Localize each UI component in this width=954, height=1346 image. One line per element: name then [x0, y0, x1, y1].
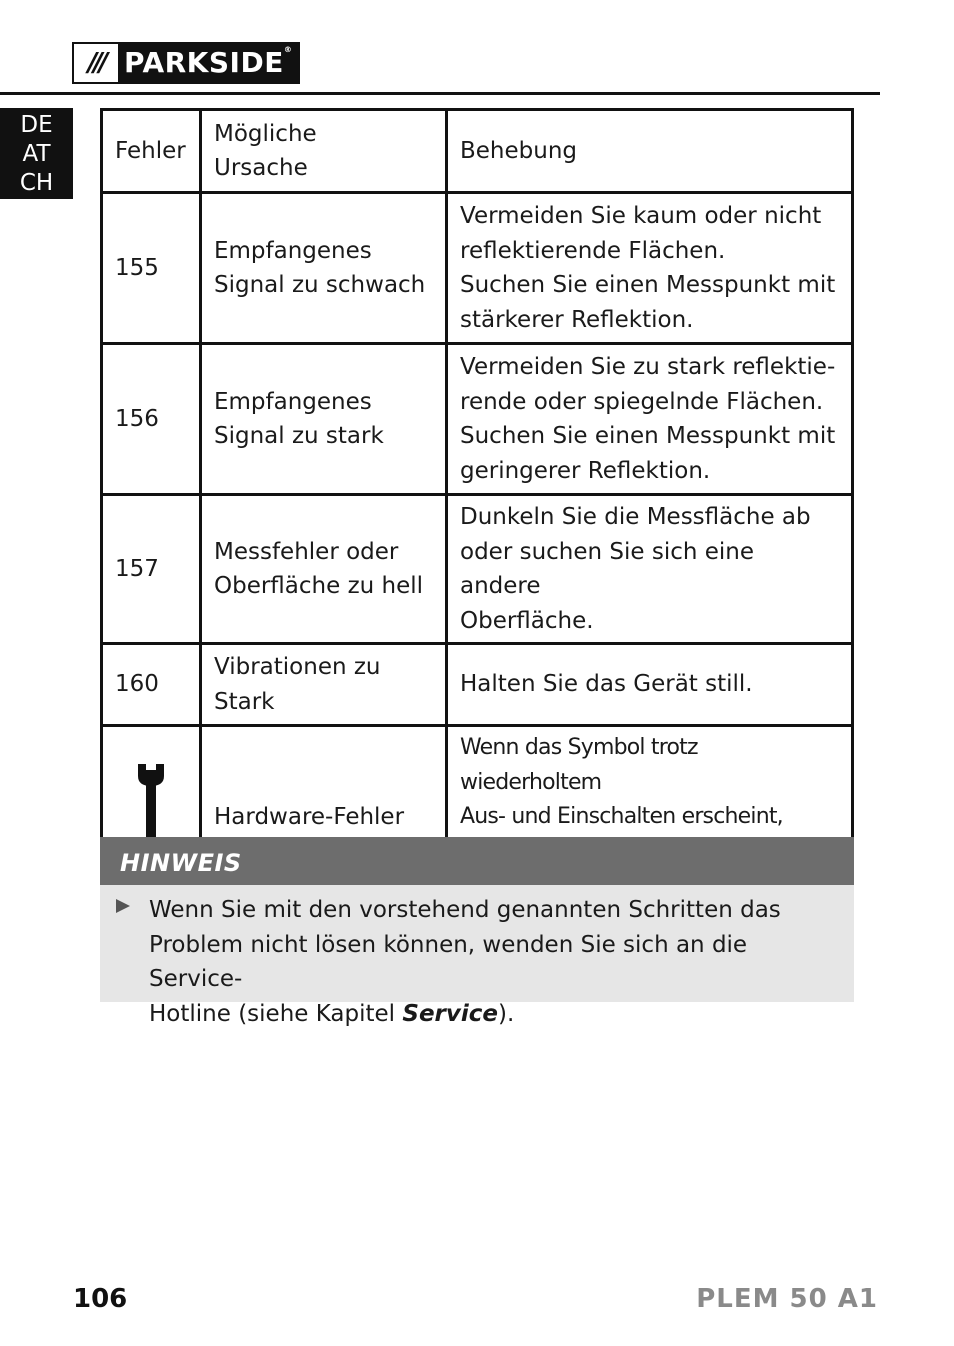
header-fehler: Fehler — [102, 110, 201, 193]
note-text: Wenn Sie mit den vorstehend genannten Schritten das Problem nicht lösen können, wenden Sie sich an die Service- Hotline (siehe Kapitel — [149, 897, 781, 1027]
header-ursache: Mögliche Ursache — [201, 110, 447, 193]
error-code: 155 — [102, 193, 201, 344]
parkside-logo — [72, 42, 300, 84]
model-name: PLEM 50 A1 — [696, 1284, 878, 1314]
error-fix: Halten Sie das Gerät still. — [447, 644, 853, 726]
language-tab — [0, 108, 73, 199]
error-cause: Empfangenes Signal zu schwach — [201, 193, 447, 344]
table-row — [102, 495, 853, 644]
table-header-row — [102, 110, 853, 193]
lang-de: DE — [20, 112, 53, 138]
logo-name: PARKSIDE — [124, 46, 284, 79]
note-text-end: ). — [498, 1000, 515, 1027]
note-service-ref: Service — [402, 1000, 498, 1027]
table-row — [102, 193, 853, 344]
logo-slashes: /// — [74, 44, 118, 82]
page-number: 106 — [73, 1284, 128, 1314]
error-code: 157 — [102, 495, 201, 644]
table-row — [102, 344, 853, 495]
lang-ch: CH — [19, 170, 54, 196]
note-body — [100, 885, 854, 1031]
logo-registered-mark: ® — [283, 45, 293, 54]
error-fix: Vermeiden Sie kaum oder nicht reflektierende Flächen. Suchen Sie einen Messpunkt mit stärkerer Reflektion. — [447, 193, 853, 344]
note-title: HINWEIS — [100, 837, 854, 885]
error-cause: Empfangenes Signal zu stark — [201, 344, 447, 495]
header-rule — [0, 92, 880, 95]
error-table — [100, 108, 854, 911]
error-code: 160 — [102, 644, 201, 726]
error-cause: Vibrationen zu Stark — [201, 644, 447, 726]
header-behebung: Behebung — [447, 110, 853, 193]
error-cause: Messfehler oder Oberfläche zu hell — [201, 495, 447, 644]
error-code: 156 — [102, 344, 201, 495]
error-fix: Vermeiden Sie zu stark reflektie- rende oder spiegelnde Flächen. Suchen Sie einen Messpunkt mit geringerer Reflektion. — [447, 344, 853, 495]
error-cause: Hardware-Fehler — [201, 726, 447, 910]
logo-wordmark — [118, 44, 298, 82]
table-row — [102, 644, 853, 726]
error-fix: Wenn das Symbol trotz wiederholtem Aus- und Einschalten erscheint, — [447, 726, 853, 910]
lang-at: AT — [22, 141, 51, 167]
arrow-right-icon — [116, 899, 130, 913]
error-fix: Dunkeln Sie die Messfläche ab oder suchen Sie sich eine andere Oberfläche. — [447, 495, 853, 644]
note-box — [100, 837, 854, 1027]
